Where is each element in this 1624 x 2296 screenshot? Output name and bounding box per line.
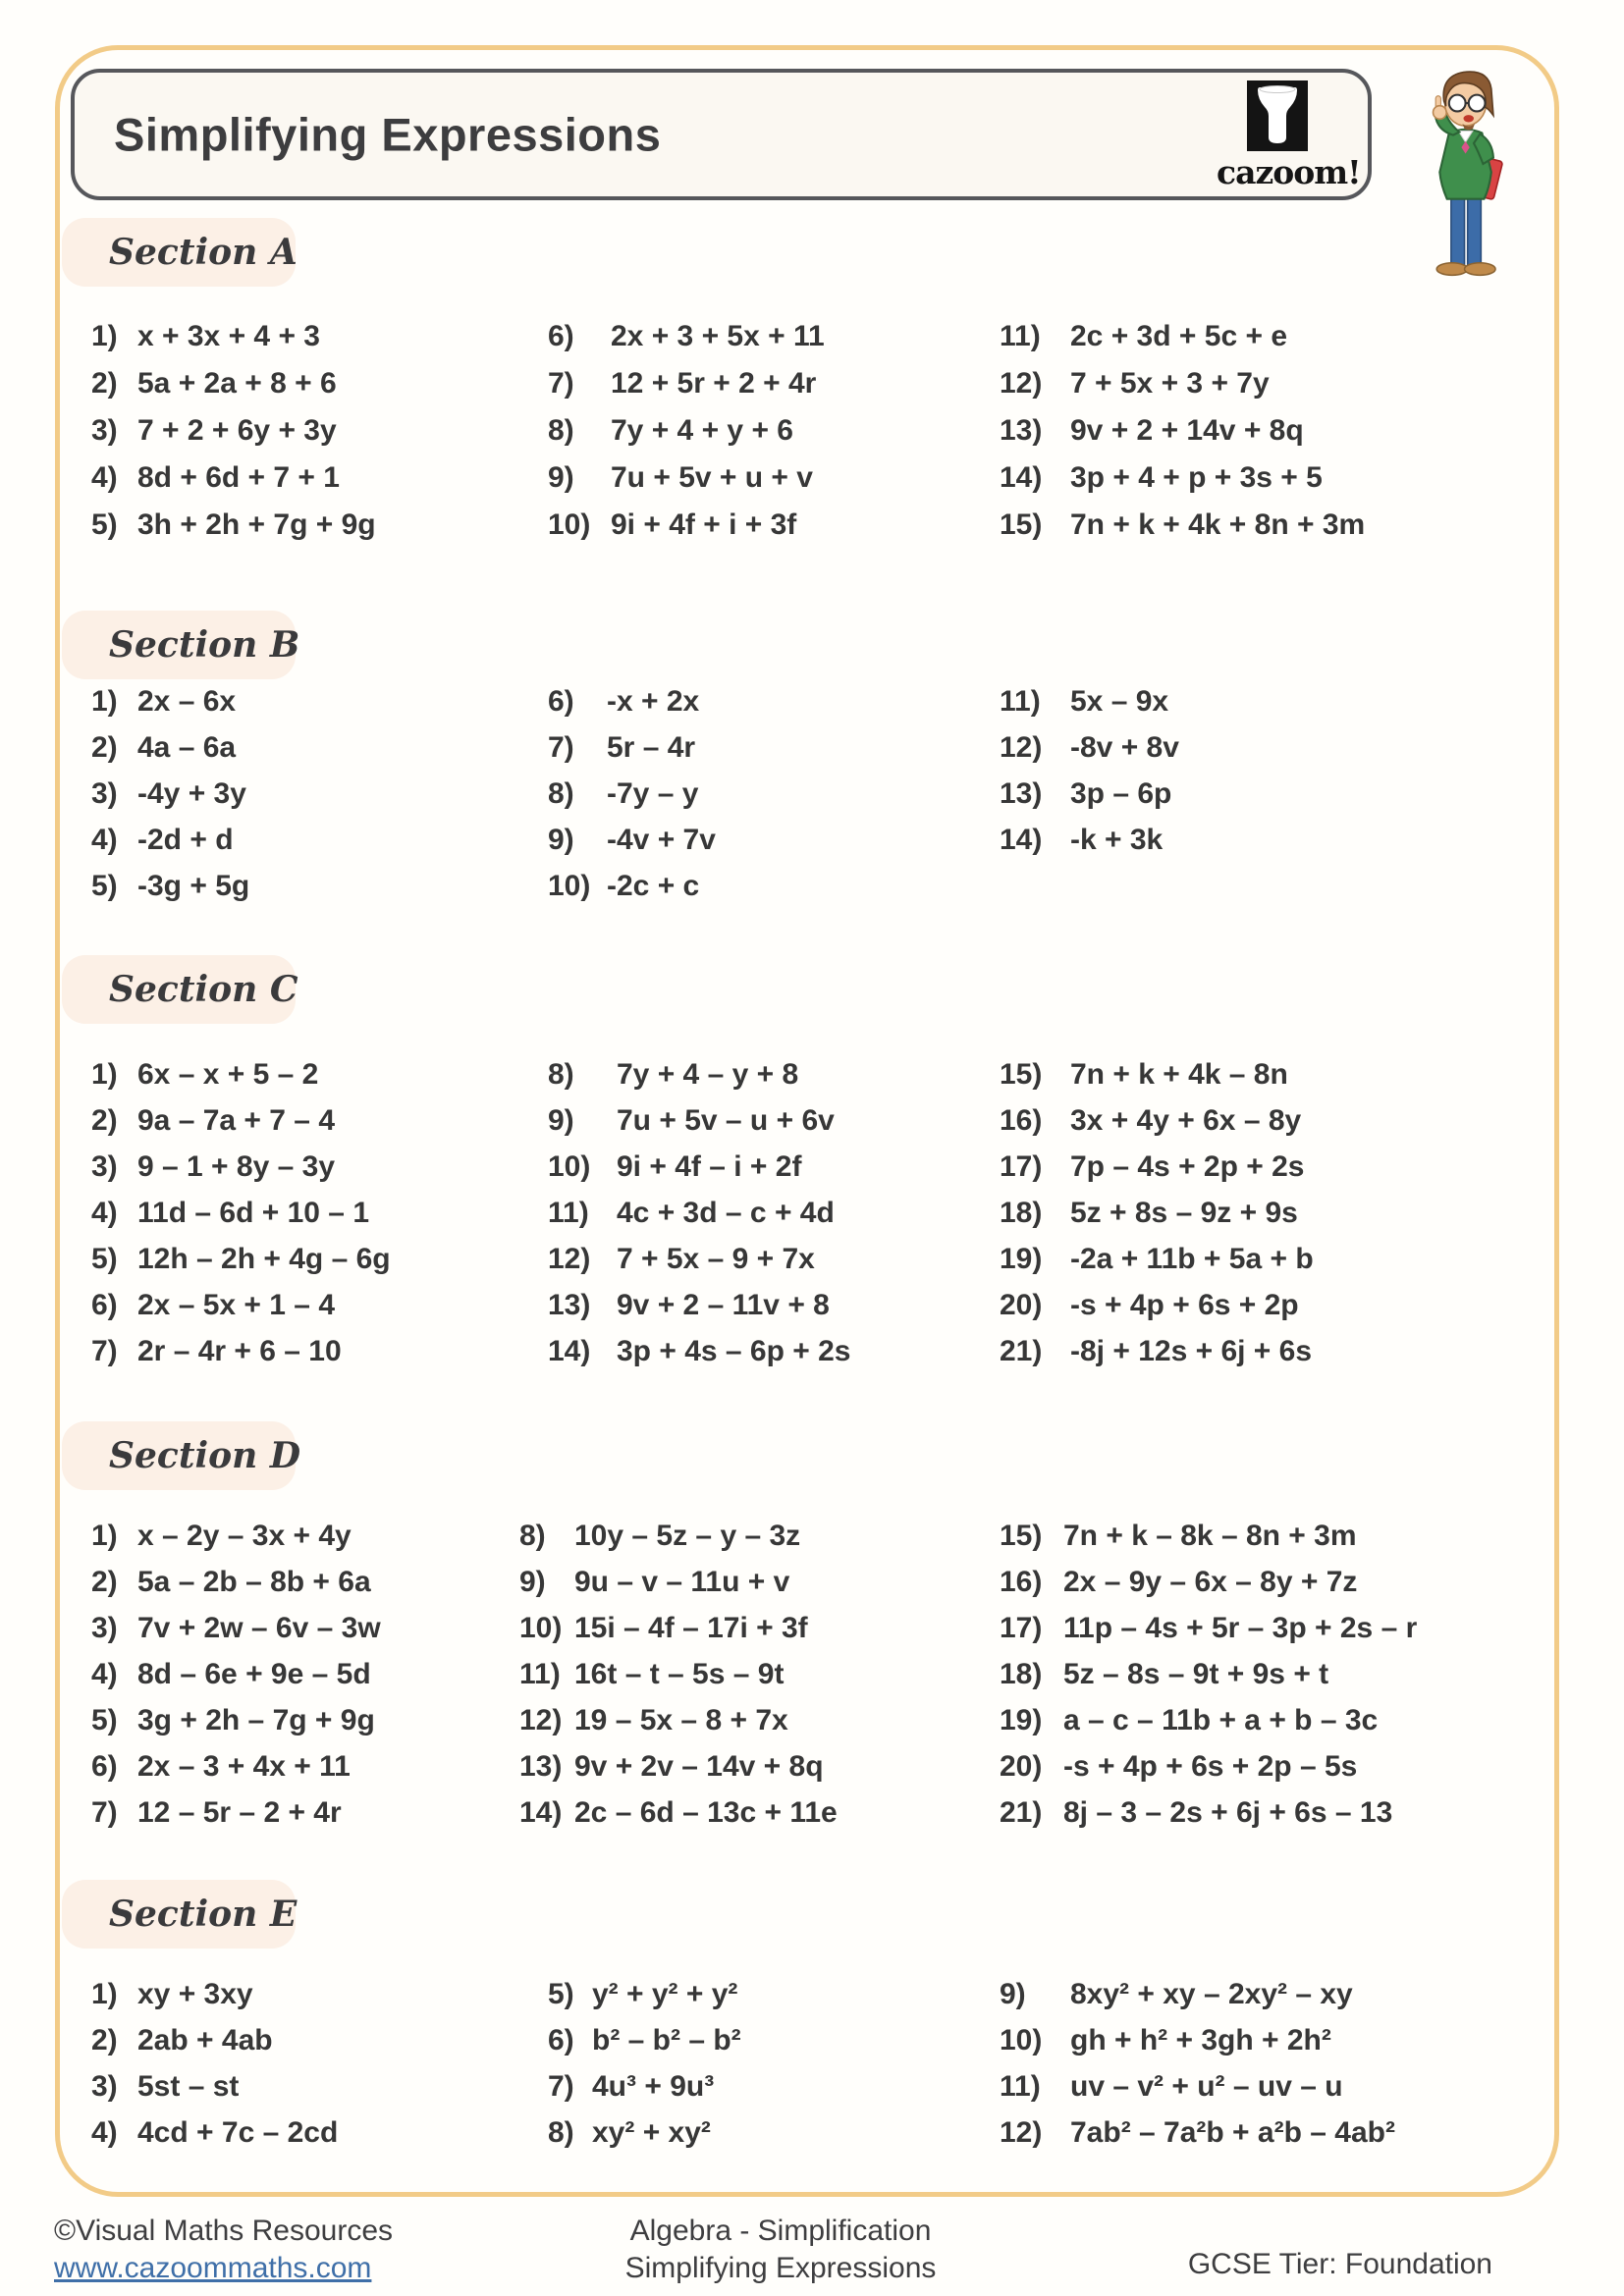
- worksheet-item: [1000, 1282, 1314, 1328]
- item-number: 10): [519, 1611, 563, 1644]
- item-expression: 11d – 6d + 10 – 1: [137, 1196, 370, 1229]
- worksheet-item: [548, 313, 825, 360]
- item-number: 7): [548, 367, 574, 400]
- worksheet-item: [548, 817, 716, 863]
- worksheet-item: [1000, 2063, 1395, 2109]
- item-number: 4): [91, 1196, 118, 1229]
- item-expression: 5r – 4r: [607, 730, 696, 764]
- worksheet-item: [1000, 502, 1365, 549]
- item-number: 20): [1000, 1749, 1043, 1783]
- item-number: 3): [91, 1611, 118, 1644]
- item-expression: -7y – y: [607, 776, 699, 810]
- item-number: 5): [91, 508, 118, 541]
- item-expression: b² – b² – b²: [592, 2023, 741, 2056]
- item-number: 11): [1000, 2069, 1041, 2103]
- item-number: 8): [548, 1057, 574, 1091]
- item-number: 3): [91, 1149, 118, 1183]
- item-expression: 4u³ + 9u³: [592, 2069, 715, 2103]
- section-b-column-1: [91, 678, 249, 909]
- worksheet-item: [91, 2017, 338, 2063]
- item-expression: 3g + 2h – 7g + 9g: [137, 1703, 375, 1736]
- item-expression: 9v + 2v – 14v + 8q: [574, 1749, 824, 1783]
- worksheet-item: [1000, 1051, 1314, 1097]
- item-number: 10): [548, 508, 591, 541]
- worksheet-item: [91, 1190, 391, 1236]
- item-expression: 7 + 2 + 6y + 3y: [137, 414, 337, 447]
- worksheet-item: [519, 1513, 838, 1559]
- item-number: 12): [1000, 2115, 1043, 2149]
- item-number: 12): [519, 1703, 563, 1736]
- item-expression: 6x – x + 5 – 2: [137, 1057, 319, 1091]
- item-expression: -s + 4p + 6s + 2p – 5s: [1063, 1749, 1358, 1783]
- item-expression: 8j – 3 – 2s + 6j + 6s – 13: [1063, 1795, 1393, 1829]
- item-expression: x + 3x + 4 + 3: [137, 320, 320, 352]
- item-number: 17): [1000, 1611, 1043, 1644]
- item-number: 2): [91, 367, 118, 400]
- worksheet-item: [91, 407, 376, 454]
- item-expression: 15i – 4f – 17i + 3f: [574, 1611, 808, 1644]
- section-e-header: [62, 1880, 296, 1949]
- worksheet-item: [91, 360, 376, 407]
- item-number: 1): [91, 1519, 118, 1552]
- section-e-column-2: [548, 1971, 741, 2156]
- worksheet-item: [1000, 2109, 1395, 2156]
- item-number: 19): [1000, 1242, 1043, 1275]
- worksheet-item: [91, 1605, 381, 1651]
- logo-wordmark: cazoom!: [1217, 153, 1361, 191]
- item-expression: 3x + 4y + 6x – 8y: [1070, 1103, 1302, 1137]
- footer-link[interactable]: www.cazoommaths.com: [54, 2252, 372, 2284]
- item-number: 14): [1000, 461, 1043, 494]
- worksheet-item: [91, 313, 376, 360]
- cazoom-logo: [1217, 80, 1361, 191]
- item-number: 11): [1000, 684, 1041, 718]
- item-expression: 2x – 6x: [137, 684, 237, 718]
- item-expression: 7y + 4 + y + 6: [611, 414, 793, 447]
- item-expression: -8v + 8v: [1070, 730, 1179, 764]
- section-c-header: [62, 955, 296, 1024]
- item-number: 15): [1000, 1519, 1043, 1552]
- item-expression: xy² + xy²: [592, 2115, 711, 2149]
- item-expression: -x + 2x: [607, 684, 700, 718]
- item-expression: uv – v² + u² – uv – u: [1070, 2069, 1343, 2103]
- item-expression: 3p – 6p: [1070, 776, 1172, 810]
- worksheet-item: [1000, 1971, 1395, 2017]
- item-number: 16): [1000, 1565, 1043, 1598]
- item-expression: 12 – 5r – 2 + 4r: [137, 1795, 342, 1829]
- item-expression: 8xy² + xy – 2xy² – xy: [1070, 1977, 1353, 2010]
- item-expression: 2r – 4r + 6 – 10: [137, 1334, 342, 1367]
- worksheet-item: [91, 2063, 338, 2109]
- item-number: 7): [91, 1795, 118, 1829]
- worksheet-item: [548, 2063, 741, 2109]
- item-expression: -2a + 11b + 5a + b: [1070, 1242, 1314, 1275]
- item-expression: a – c – 11b + a + b – 3c: [1063, 1703, 1379, 1736]
- worksheet-item: [1000, 360, 1365, 407]
- item-expression: 2x + 3 + 5x + 11: [611, 320, 825, 352]
- worksheet-item: [1000, 1743, 1417, 1789]
- item-expression: 8d – 6e + 9e – 5d: [137, 1657, 371, 1690]
- item-number: 1): [91, 1057, 118, 1091]
- item-expression: 2c – 6d – 13c + 11e: [574, 1795, 838, 1829]
- item-number: 3): [91, 776, 118, 810]
- worksheet-item: [548, 454, 825, 502]
- item-expression: 10y – 5z – y – 3z: [574, 1519, 801, 1552]
- item-number: 10): [548, 1149, 591, 1183]
- item-number: 6): [548, 2023, 574, 2056]
- worksheet-item: [519, 1697, 838, 1743]
- worksheet-item: [1000, 1559, 1417, 1605]
- item-expression: gh + h² + 3gh + 2h²: [1070, 2023, 1331, 2056]
- item-expression: 7n + k + 4k + 8n + 3m: [1070, 508, 1366, 541]
- item-expression: 2x – 3 + 4x + 11: [137, 1749, 351, 1783]
- item-expression: 5x – 9x: [1070, 684, 1169, 718]
- worksheet-item: [1000, 1190, 1314, 1236]
- item-number: 9): [1000, 1977, 1026, 2010]
- item-expression: -s + 4p + 6s + 2p: [1070, 1288, 1299, 1321]
- worksheet-item: [1000, 1789, 1417, 1836]
- worksheet-item: [548, 1190, 851, 1236]
- item-expression: -8j + 12s + 6j + 6s: [1070, 1334, 1313, 1367]
- worksheet-item: [548, 771, 716, 817]
- worksheet-item: [1000, 1651, 1417, 1697]
- item-number: 12): [548, 1242, 591, 1275]
- item-expression: -k + 3k: [1070, 823, 1164, 856]
- worksheet-item: [548, 1236, 851, 1282]
- item-expression: 5a + 2a + 8 + 6: [137, 367, 337, 400]
- section-label: Section B: [109, 624, 300, 666]
- worksheet-item: [519, 1559, 838, 1605]
- footer-copyright: ©Visual Maths Resources: [54, 2215, 394, 2247]
- item-number: 11): [519, 1657, 561, 1690]
- section-b-column-2: [548, 678, 716, 909]
- item-number: 7): [548, 730, 574, 764]
- worksheet-item: [1000, 817, 1179, 863]
- item-expression: 9i + 4f + i + 3f: [611, 508, 797, 541]
- worksheet-item: [1000, 1605, 1417, 1651]
- item-expression: 5z + 8s – 9z + 9s: [1070, 1196, 1298, 1229]
- item-number: 6): [548, 684, 574, 718]
- worksheet-item: [91, 1971, 338, 2017]
- item-number: 4): [91, 823, 118, 856]
- worksheet-item: [548, 360, 825, 407]
- item-number: 10): [1000, 2023, 1043, 2056]
- item-expression: 9 – 1 + 8y – 3y: [137, 1149, 336, 1183]
- item-expression: 9v + 2 – 11v + 8: [617, 1288, 830, 1321]
- item-number: 15): [1000, 1057, 1043, 1091]
- worksheet-item: [1000, 2017, 1395, 2063]
- section-e-column-1: [91, 1971, 338, 2156]
- djembe-drum-icon: [1217, 80, 1338, 151]
- item-number: 5): [548, 1977, 574, 2010]
- item-expression: -2d + d: [137, 823, 234, 856]
- item-expression: 7ab² – 7a²b + a²b – 4ab²: [1070, 2115, 1395, 2149]
- item-expression: 7u + 5v – u + 6v: [617, 1103, 835, 1137]
- item-number: 7): [548, 2069, 574, 2103]
- item-expression: 7n + k + 4k – 8n: [1070, 1057, 1288, 1091]
- worksheet-item: [1000, 1144, 1314, 1190]
- worksheet-item: [548, 1144, 851, 1190]
- worksheet-item: [548, 1971, 741, 2017]
- worksheet-item: [548, 1282, 851, 1328]
- item-expression: 7y + 4 – y + 8: [617, 1057, 799, 1091]
- item-expression: 4a – 6a: [137, 730, 237, 764]
- item-expression: 8d + 6d + 7 + 1: [137, 461, 340, 494]
- worksheet-item: [91, 1328, 391, 1374]
- item-number: 3): [91, 2069, 118, 2103]
- item-number: 7): [91, 1334, 118, 1367]
- item-number: 1): [91, 684, 118, 718]
- worksheet-item: [91, 502, 376, 549]
- worksheet-item: [91, 678, 249, 724]
- section-b-column-3: [1000, 678, 1179, 863]
- item-number: 9): [548, 823, 574, 856]
- item-number: 5): [91, 1242, 118, 1275]
- item-expression: 3h + 2h + 7g + 9g: [137, 508, 376, 541]
- item-number: 15): [1000, 508, 1043, 541]
- item-number: 8): [548, 776, 574, 810]
- item-expression: -3g + 5g: [137, 869, 250, 902]
- item-number: 12): [1000, 367, 1043, 400]
- worksheet-item: [1000, 1697, 1417, 1743]
- section-a-column-3: [1000, 313, 1365, 549]
- item-number: 5): [91, 1703, 118, 1736]
- item-expression: 7p – 4s + 2p + 2s: [1070, 1149, 1305, 1183]
- item-expression: 9i + 4f – i + 2f: [617, 1149, 802, 1183]
- item-number: 6): [548, 320, 574, 352]
- item-number: 18): [1000, 1196, 1043, 1229]
- item-expression: 3p + 4 + p + 3s + 5: [1070, 461, 1323, 494]
- footer-topic: Algebra - Simplification: [629, 2215, 932, 2247]
- section-a-column-1: [91, 313, 376, 549]
- section-a-header: [62, 218, 296, 287]
- item-number: 11): [548, 1196, 589, 1229]
- section-b-header: [62, 611, 300, 679]
- item-expression: 5st – st: [137, 2069, 240, 2103]
- item-expression: -2c + c: [607, 869, 700, 902]
- worksheet-item: [1000, 771, 1179, 817]
- item-number: 2): [91, 1103, 118, 1137]
- section-c-column-1: [91, 1051, 391, 1374]
- teacher-illustration: [1412, 65, 1515, 290]
- item-expression: 7 + 5x + 3 + 7y: [1070, 367, 1270, 400]
- item-number: 5): [91, 869, 118, 902]
- item-number: 3): [91, 414, 118, 447]
- worksheet-item: [91, 1697, 381, 1743]
- item-expression: 12h – 2h + 4g – 6g: [137, 1242, 391, 1275]
- item-expression: y² + y² + y²: [592, 1977, 738, 2010]
- item-number: 9): [548, 461, 574, 494]
- item-number: 1): [91, 1977, 118, 2010]
- section-d-column-2: [519, 1513, 838, 1836]
- worksheet-item: [91, 1144, 391, 1190]
- item-expression: -4v + 7v: [607, 823, 716, 856]
- worksheet-item: [519, 1651, 838, 1697]
- item-expression: 12 + 5r + 2 + 4r: [611, 367, 817, 400]
- item-number: 16): [1000, 1103, 1043, 1137]
- worksheet-item: [91, 817, 249, 863]
- item-expression: -4y + 3y: [137, 776, 246, 810]
- item-number: 8): [519, 1519, 546, 1552]
- item-number: 14): [1000, 823, 1043, 856]
- item-number: 9): [519, 1565, 546, 1598]
- item-number: 6): [91, 1749, 118, 1783]
- worksheet-item: [91, 454, 376, 502]
- item-number: 19): [1000, 1703, 1043, 1736]
- section-a-column-2: [548, 313, 825, 549]
- section-label: Section C: [109, 969, 298, 1010]
- section-d-column-1: [91, 1513, 381, 1836]
- item-number: 11): [1000, 320, 1041, 352]
- item-number: 2): [91, 2023, 118, 2056]
- worksheet-item: [1000, 1513, 1417, 1559]
- worksheet-item: [1000, 313, 1365, 360]
- item-expression: 19 – 5x – 8 + 7x: [574, 1703, 788, 1736]
- item-number: 4): [91, 1657, 118, 1690]
- item-number: 10): [548, 869, 591, 902]
- worksheet-item: [91, 771, 249, 817]
- item-expression: 2x – 9y – 6x – 8y + 7z: [1063, 1565, 1358, 1598]
- worksheet-item: [91, 2109, 338, 2156]
- worksheet-item: [548, 863, 716, 909]
- footer-tier: GCSE Tier: Foundation: [1187, 2248, 1492, 2280]
- item-number: 2): [91, 730, 118, 764]
- item-expression: xy + 3xy: [137, 1977, 253, 2010]
- item-expression: x – 2y – 3x + 4y: [137, 1519, 352, 1552]
- item-number: 4): [91, 2115, 118, 2149]
- section-c-column-3: [1000, 1051, 1314, 1374]
- item-number: 2): [91, 1565, 118, 1598]
- worksheet-item: [519, 1605, 838, 1651]
- worksheet-item: [548, 678, 716, 724]
- worksheet-item: [519, 1743, 838, 1789]
- worksheet-item: [91, 1051, 391, 1097]
- worksheet-item: [91, 1097, 391, 1144]
- item-expression: 5z – 8s – 9t + 9s + t: [1063, 1657, 1329, 1690]
- item-number: 18): [1000, 1657, 1043, 1690]
- item-expression: 5a – 2b – 8b + 6a: [137, 1565, 371, 1598]
- item-expression: 9u – v – 11u + v: [574, 1565, 790, 1598]
- worksheet-item: [1000, 1236, 1314, 1282]
- item-number: 21): [1000, 1334, 1043, 1367]
- worksheet-item: [548, 407, 825, 454]
- title-bar: [71, 69, 1372, 200]
- section-c-column-2: [548, 1051, 851, 1374]
- item-expression: 3p + 4s – 6p + 2s: [617, 1334, 851, 1367]
- section-label: Section A: [109, 232, 298, 273]
- worksheet-item: [1000, 678, 1179, 724]
- section-e-column-3: [1000, 1971, 1395, 2156]
- item-expression: 7u + 5v + u + v: [611, 461, 813, 494]
- item-number: 12): [1000, 730, 1043, 764]
- item-number: 4): [91, 461, 118, 494]
- worksheet-item: [548, 2017, 741, 2063]
- section-label: Section E: [109, 1894, 298, 1935]
- worksheet-item: [548, 1051, 851, 1097]
- item-number: 6): [91, 1288, 118, 1321]
- item-number: 21): [1000, 1795, 1043, 1829]
- item-number: 14): [548, 1334, 591, 1367]
- worksheet-item: [548, 1328, 851, 1374]
- item-expression: 7v + 2w – 6v – 3w: [137, 1611, 381, 1644]
- item-expression: 7n + k – 8k – 8n + 3m: [1063, 1519, 1357, 1552]
- worksheet-item: [91, 1789, 381, 1836]
- worksheet-item: [548, 2109, 741, 2156]
- item-number: 8): [548, 414, 574, 447]
- item-expression: 2x – 5x + 1 – 4: [137, 1288, 336, 1321]
- worksheet-item: [1000, 1328, 1314, 1374]
- worksheet-item: [548, 724, 716, 771]
- item-number: 13): [1000, 414, 1043, 447]
- worksheet-item: [91, 1282, 391, 1328]
- item-number: 1): [91, 320, 118, 352]
- item-number: 9): [548, 1103, 574, 1137]
- item-number: 14): [519, 1795, 563, 1829]
- item-number: 13): [548, 1288, 591, 1321]
- item-expression: 4cd + 7c – 2cd: [137, 2115, 339, 2149]
- item-expression: 16t – t – 5s – 9t: [574, 1657, 785, 1690]
- item-expression: 4c + 3d – c + 4d: [617, 1196, 835, 1229]
- worksheet-item: [548, 1097, 851, 1144]
- worksheet-item: [1000, 454, 1365, 502]
- item-expression: 11p – 4s + 5r – 3p + 2s – r: [1063, 1611, 1418, 1644]
- worksheet-item: [1000, 724, 1179, 771]
- worksheet-item: [1000, 1097, 1314, 1144]
- footer-subtopic: Simplifying Expressions: [624, 2252, 937, 2284]
- item-number: 20): [1000, 1288, 1043, 1321]
- item-expression: 7 + 5x – 9 + 7x: [617, 1242, 815, 1275]
- worksheet-item: [91, 724, 249, 771]
- worksheet-item: [519, 1789, 838, 1836]
- worksheet-item: [1000, 407, 1365, 454]
- item-expression: 9a – 7a + 7 – 4: [137, 1103, 336, 1137]
- item-expression: 2c + 3d + 5c + e: [1070, 320, 1288, 352]
- item-number: 13): [519, 1749, 563, 1783]
- item-number: 13): [1000, 776, 1043, 810]
- item-expression: 9v + 2 + 14v + 8q: [1070, 414, 1304, 447]
- worksheet-item: [548, 502, 825, 549]
- worksheet-item: [91, 863, 249, 909]
- item-number: 8): [548, 2115, 574, 2149]
- item-expression: 2ab + 4ab: [137, 2023, 273, 2056]
- worksheet-item: [91, 1559, 381, 1605]
- worksheet-item: [91, 1651, 381, 1697]
- worksheet-item: [91, 1513, 381, 1559]
- section-d-header: [62, 1421, 301, 1490]
- worksheet-item: [91, 1236, 391, 1282]
- section-d-column-3: [1000, 1513, 1417, 1836]
- item-number: 17): [1000, 1149, 1043, 1183]
- worksheet-item: [91, 1743, 381, 1789]
- section-label: Section D: [109, 1435, 301, 1476]
- page-title: Simplifying Expressions: [114, 108, 662, 161]
